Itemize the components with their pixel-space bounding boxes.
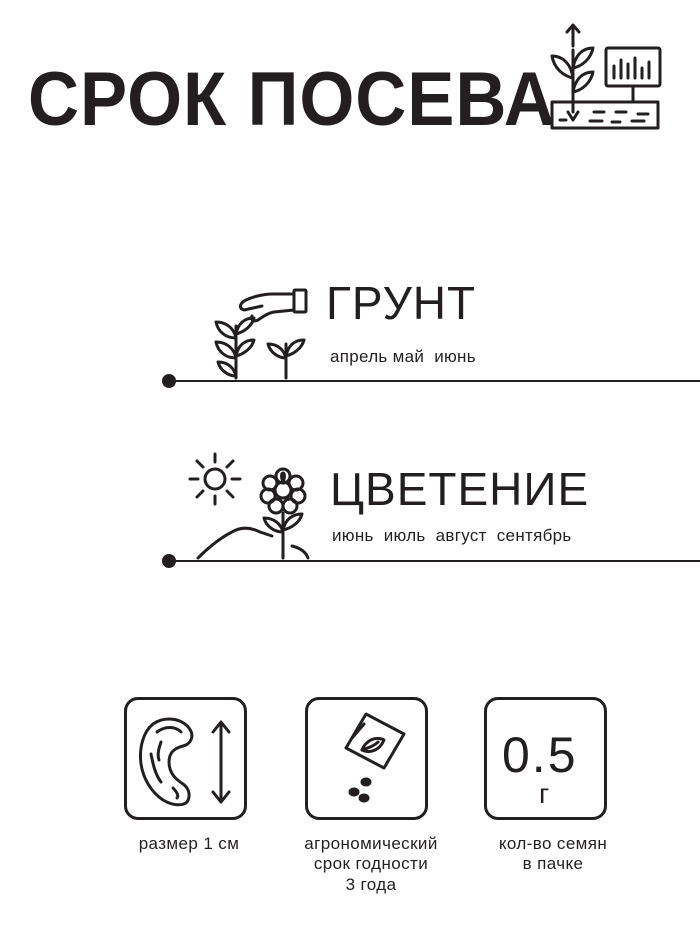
seed-weight-value: 0.5 (502, 727, 578, 783)
timeline-line (168, 380, 700, 382)
section-months-ground: апрель май июнь (330, 347, 476, 366)
flower-icon (196, 466, 312, 562)
caption-line: кол-во семян (498, 834, 608, 853)
caption-line: агрономический (304, 834, 438, 853)
seed-weight-unit: г (539, 778, 550, 809)
page-title: СРОК ПОСЕВА (28, 57, 556, 142)
section-title-bloom: ЦВЕТЕНИЕ (330, 463, 590, 515)
section-title-ground: ГРУНТ (326, 277, 477, 329)
caption-seed-count (468, 834, 638, 875)
seed-weight-card (484, 697, 607, 820)
seed-packet-icon (332, 710, 408, 806)
timeline-line (168, 560, 700, 562)
caption-seed-size (114, 834, 264, 854)
section-months-bloom: июнь июль август сентябрь (332, 526, 572, 545)
sowing-monitor-icon (546, 20, 664, 132)
caption-line: в пачке (522, 854, 584, 874)
caption-line: срок годности (313, 854, 429, 874)
seed-size-icon (131, 708, 243, 812)
seed-size-card (124, 697, 247, 820)
planting-hand-icon (210, 282, 318, 382)
caption-line: 3 года (345, 874, 397, 894)
seed-packet-card (305, 697, 428, 820)
caption-line: размер 1 см (138, 834, 240, 853)
caption-shelf-life (276, 834, 466, 895)
